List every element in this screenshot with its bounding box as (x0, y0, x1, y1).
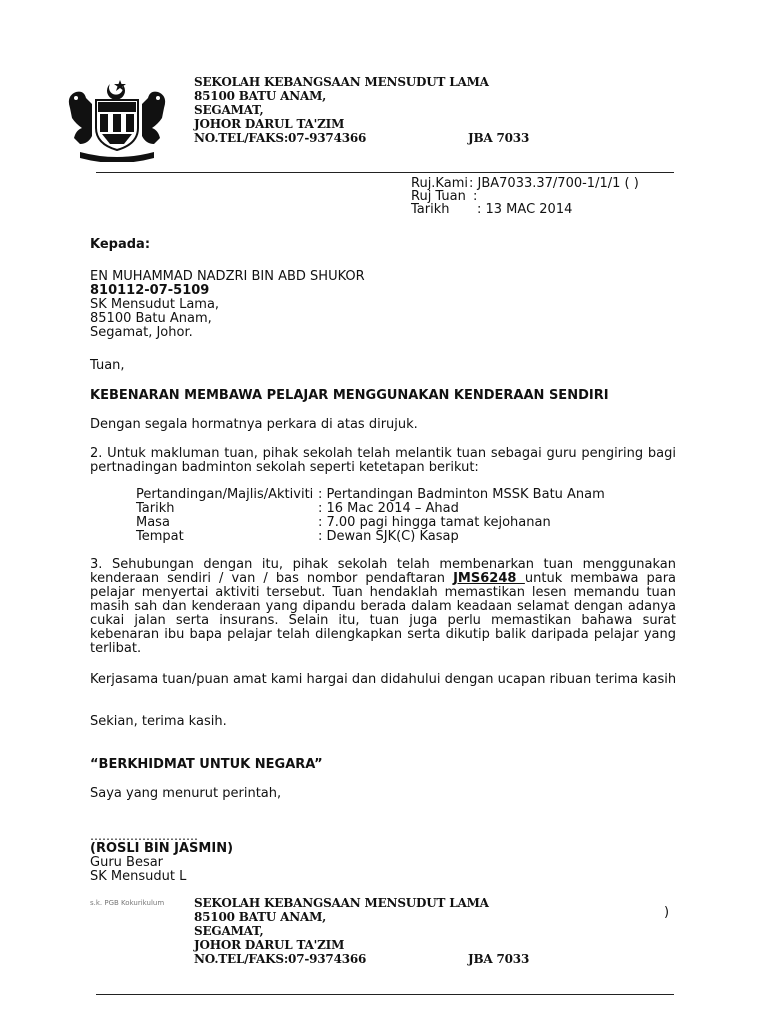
yours-faithfully: Saya yang menurut perintah, (90, 786, 282, 801)
letter-subject: KEBENARAN MEMBAWA PELAJAR MENGGUNAKAN KENDERAAN SENDIRI (90, 388, 609, 403)
ruj-kami-value: : JBA7033.37/700-1/1/1 ( ) (469, 176, 639, 191)
paragraph-4: Kerjasama tuan/puan amat kami hargai dan didahului dengan ucapan ribuan terima kasih (90, 672, 677, 687)
header-rule (96, 172, 674, 173)
school-code-repeat: JBA 7033 (468, 952, 530, 966)
recipient-name: EN MUHAMMAD NADZRI BIN ABD SHUKOR (90, 269, 365, 284)
signer-title: Guru Besar (90, 855, 164, 870)
paragraph-2: 2. Untuk makluman tuan, pihak sekolah telah melantik tuan sebagai guru pengiring bagi pertnadingan badminton sekolah seperti ketetapan berikut: (90, 446, 676, 475)
school-code: JBA 7033 (468, 131, 530, 145)
letterhead (194, 75, 489, 145)
school-address-line-1-repeat: 85100 BATU ANAM, (194, 910, 327, 924)
recipient-ic: 810112-07-5109 (90, 283, 210, 298)
paragraph-1: Dengan segala hormatnya perkara di atas dirujuk. (90, 417, 418, 432)
school-address-line-1: 85100 BATU ANAM, (194, 89, 327, 103)
footer-rule (96, 994, 674, 995)
detail-value-activity: : Pertandingan Badminton MSSK Batu Anam (318, 487, 605, 502)
detail-value-time: : 7.00 pagi hingga tamat kejohanan (318, 515, 551, 530)
paragraph-3 (90, 558, 676, 656)
tarikh-label: Tarikh (411, 202, 450, 217)
ruj-kami-label: Ruj.Kami (411, 176, 468, 191)
school-address-line-2: SEGAMAT, (194, 103, 264, 117)
signer-school: SK Mensudut L (90, 869, 187, 884)
detail-label-date: Tarikh (136, 501, 175, 516)
paragraph-3-end: untuk membawa para pelajar menyertai aktiviti tersebut. Tuan hendaklah memastikan lesen memandu tuan masih sah dan kenderaan yang dipandu berada dalam keadaan selamat dengan adanya cukai jalan serta insurans. Selain itu, tuan juga perlu memastikan bahawa surat kebenaran ibu bapa pelajar telah dilengkapkan serta dikutip balik daripada pelajar yang terlibat. (90, 571, 677, 656)
school-name: SEKOLAH KEBANGSAAN MENSUDUT LAMA (194, 75, 489, 89)
cc-note: s.k. PGB Kokurikulum (90, 899, 165, 907)
detail-label-venue: Tempat (136, 529, 184, 544)
school-name-repeat: SEKOLAH KEBANGSAAN MENSUDUT LAMA (194, 896, 489, 910)
salutation: Tuan, (90, 358, 125, 373)
school-phone: NO.TEL/FAKS:07-9374366 (194, 131, 367, 145)
detail-value-date: : 16 Mac 2014 – Ahad (318, 501, 459, 516)
school-address-line-2-repeat: SEGAMAT, (194, 924, 264, 938)
letterhead-repeat (194, 896, 489, 966)
school-address-line-3-repeat: JOHOR DARUL TA'ZIM (194, 938, 345, 952)
ruj-tuan-label: Ruj Tuan (411, 189, 466, 204)
signature-dots: ……………………… (90, 829, 198, 843)
closing: Sekian, terima kasih. (90, 714, 227, 729)
school-address-line-3: JOHOR DARUL TA'ZIM (194, 117, 345, 131)
tarikh-value: : 13 MAC 2014 (477, 202, 573, 217)
kepada-label: Kepada: (90, 237, 151, 252)
vehicle-plate: JMS6248 (453, 571, 525, 586)
recipient-address-1: SK Mensudut Lama, (90, 297, 220, 312)
school-phone-repeat: NO.TEL/FAKS:07-9374366 (194, 952, 367, 966)
recipient-address-2: 85100 Batu Anam, (90, 311, 212, 326)
paragraph-3-start: 3. Sehubungan dengan itu, pihak sekolah telah membenarkan tuan menggunakan kenderaan sendiri / van / bas nombor pendaftaran (90, 557, 676, 586)
recipient-address-3: Segamat, Johor. (90, 325, 193, 340)
closing-paren: ) (664, 905, 670, 920)
detail-label-time: Masa (136, 515, 170, 530)
detail-value-venue: : Dewan SJK(C) Kasap (318, 529, 459, 544)
ruj-tuan-value: : (473, 189, 478, 204)
motto: “BERKHIDMAT UNTUK NEGARA” (90, 757, 323, 772)
coat-of-arms-icon (62, 78, 172, 162)
signer-name: (ROSLI BIN JASMIN) (90, 841, 234, 856)
detail-label-activity: Pertandingan/Majlis/Aktiviti (136, 487, 314, 502)
